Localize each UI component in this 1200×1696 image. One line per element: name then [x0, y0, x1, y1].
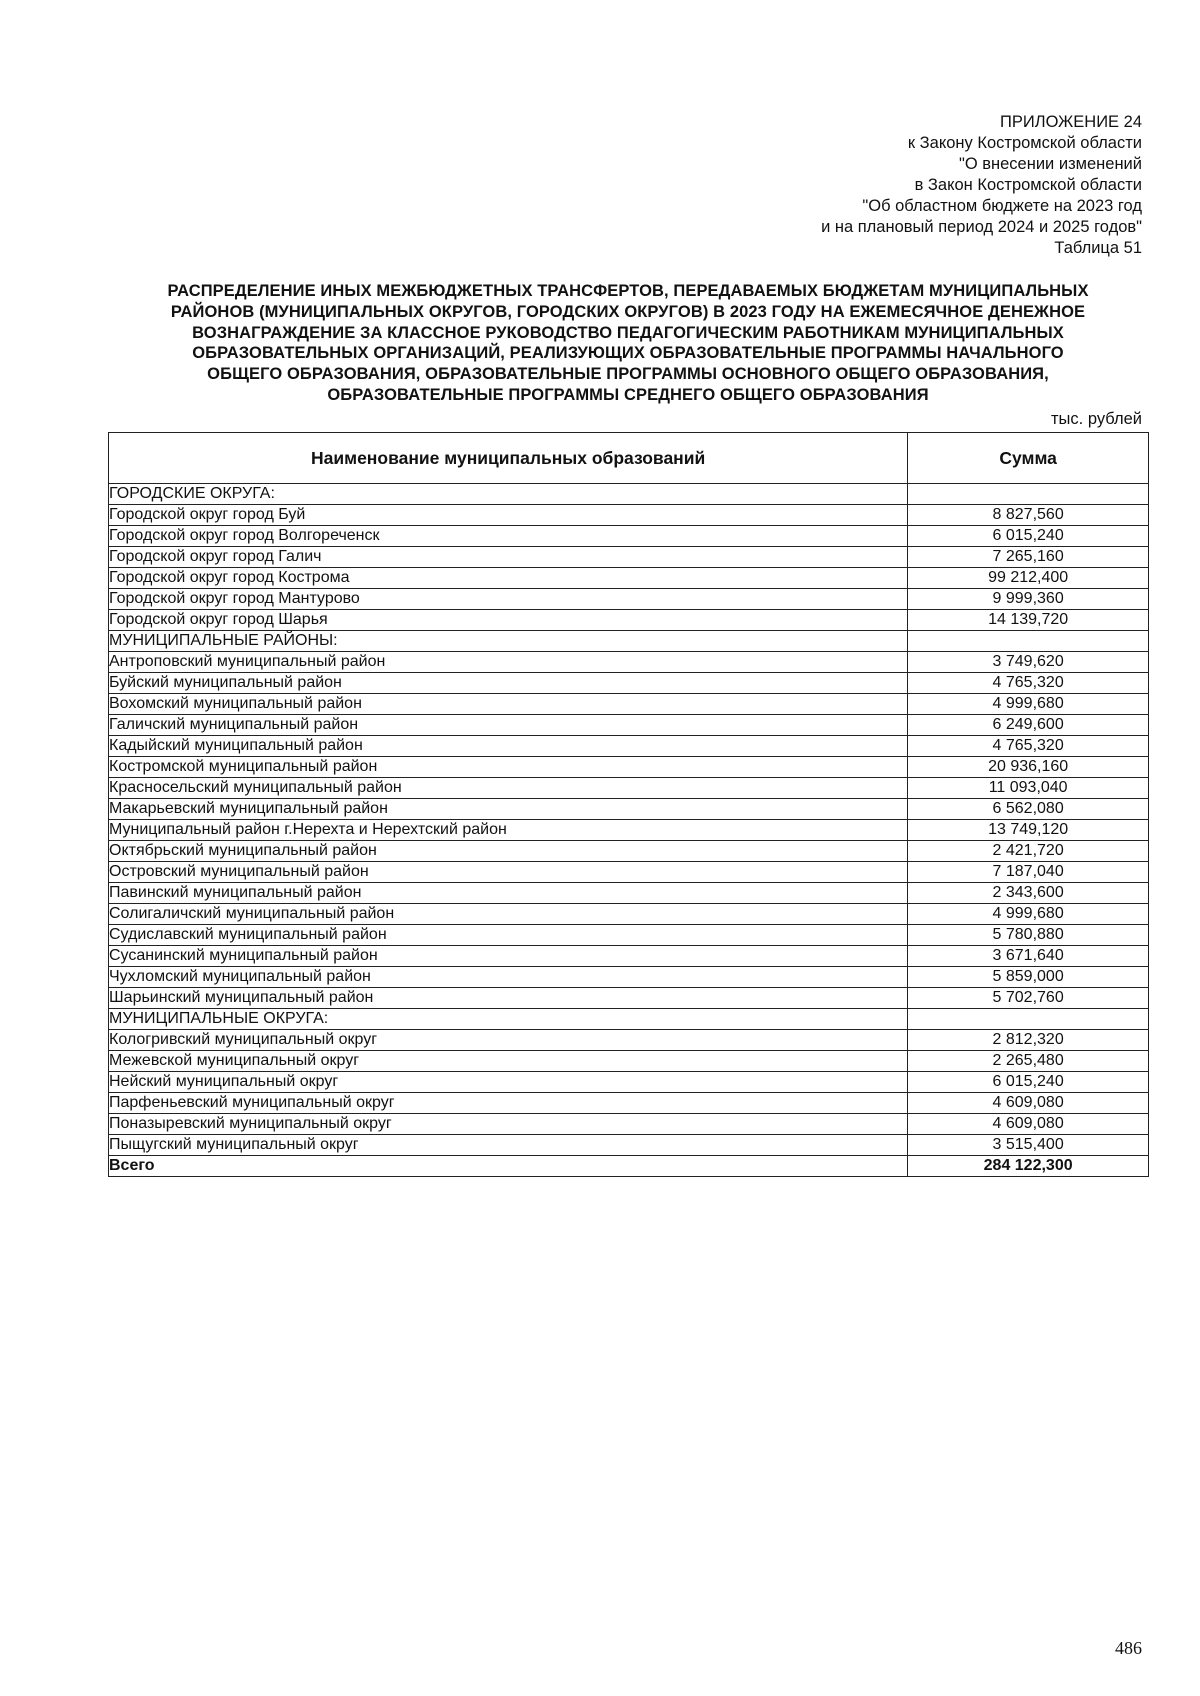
municipality-name: Вохомский муниципальный район [109, 694, 908, 715]
table-body [109, 484, 1149, 1156]
table-row [109, 736, 1149, 757]
municipality-name: Поназыревский муниципальный округ [109, 1114, 908, 1135]
appendix-law-title-line: "Об областном бюджете на 2023 год [862, 197, 1142, 215]
units-label: тыс. рублей [1051, 410, 1142, 428]
municipality-name: Шарьинский муниципальный район [109, 988, 908, 1009]
municipality-name: Межевской муниципальный округ [109, 1051, 908, 1072]
table-row [109, 1093, 1149, 1114]
amount-value [908, 484, 1149, 505]
municipality-name: Солигаличский муниципальный район [109, 904, 908, 925]
amount-value: 20 936,160 [908, 757, 1149, 778]
table-row [109, 1030, 1149, 1051]
table-row [109, 673, 1149, 694]
distribution-table [108, 432, 1149, 1177]
amount-value: 13 749,120 [908, 820, 1149, 841]
amount-value: 7 187,040 [908, 862, 1149, 883]
table-number: Таблица 51 [1054, 239, 1142, 257]
table-row [109, 1114, 1149, 1135]
amount-value: 6 015,240 [908, 1072, 1149, 1093]
municipality-name: Муниципальный район г.Нерехта и Нерехтский район [109, 820, 908, 841]
amount-value: 5 702,760 [908, 988, 1149, 1009]
amount-value: 6 249,600 [908, 715, 1149, 736]
municipality-name: Нейский муниципальный округ [109, 1072, 908, 1093]
appendix-law-title-line: и на плановый период 2024 и 2025 годов" [821, 218, 1142, 236]
municipality-name: Чухломский муниципальный район [109, 967, 908, 988]
amount-value: 2 265,480 [908, 1051, 1149, 1072]
municipality-name: Галичский муниципальный район [109, 715, 908, 736]
municipality-name: Городской округ город Буй [109, 505, 908, 526]
table-row [109, 526, 1149, 547]
amount-value: 4 999,680 [908, 694, 1149, 715]
table-row [109, 715, 1149, 736]
section-header-row [109, 1009, 1149, 1030]
municipality-name: Пыщугский муниципальный округ [109, 1135, 908, 1156]
municipality-name: Городской округ город Мантурово [109, 589, 908, 610]
amount-value: 2 812,320 [908, 1030, 1149, 1051]
table-row [109, 799, 1149, 820]
amount-value: 4 609,080 [908, 1114, 1149, 1135]
table-row [109, 778, 1149, 799]
table-row [109, 946, 1149, 967]
section-name: МУНИЦИПАЛЬНЫЕ РАЙОНЫ: [109, 631, 908, 652]
amount-value: 6 562,080 [908, 799, 1149, 820]
amount-value: 4 999,680 [908, 904, 1149, 925]
table-row [109, 757, 1149, 778]
table-header-row [109, 433, 1149, 484]
total-label: Всего [109, 1156, 908, 1177]
amount-value: 4 765,320 [908, 736, 1149, 757]
municipality-name: Антроповский муниципальный район [109, 652, 908, 673]
total-sum: 284 122,300 [908, 1156, 1149, 1177]
column-header-sum: Сумма [908, 433, 1149, 484]
column-header-name: Наименование муниципальных образований [109, 433, 908, 484]
document-title [108, 281, 1148, 406]
table-row [109, 589, 1149, 610]
table-row [109, 883, 1149, 904]
amount-value [908, 631, 1149, 652]
amount-value: 6 015,240 [908, 526, 1149, 547]
municipality-name: Городской округ город Шарья [109, 610, 908, 631]
municipality-name: Октябрьский муниципальный район [109, 841, 908, 862]
appendix-header [642, 112, 1142, 259]
table-row [109, 925, 1149, 946]
document-title-line: ОБЩЕГО ОБРАЗОВАНИЯ, ОБРАЗОВАТЕЛЬНЫЕ ПРОГРАММЫ ОСНОВНОГО ОБЩЕГО ОБРАЗОВАНИЯ, [207, 365, 1049, 384]
appendix-law-line: к Закону Костромской области [907, 134, 1142, 152]
amount-value: 7 265,160 [908, 547, 1149, 568]
section-header-row [109, 484, 1149, 505]
municipality-name: Буйский муниципальный район [109, 673, 908, 694]
table-row [109, 862, 1149, 883]
document-title-line: ВОЗНАГРАЖДЕНИЕ ЗА КЛАССНОЕ РУКОВОДСТВО ПЕДАГОГИЧЕСКИМ РАБОТНИКАМ МУНИЦИПАЛЬНЫХ [192, 323, 1064, 342]
amount-value: 8 827,560 [908, 505, 1149, 526]
municipality-name: Городской округ город Галич [109, 547, 908, 568]
amount-value: 5 780,880 [908, 925, 1149, 946]
municipality-name: Городской округ город Волгореченск [109, 526, 908, 547]
municipality-name: Красносельский муниципальный район [109, 778, 908, 799]
document-title-line: РАСПРЕДЕЛЕНИЕ ИНЫХ МЕЖБЮДЖЕТНЫХ ТРАНСФЕРТОВ, ПЕРЕДАВАЕМЫХ БЮДЖЕТАМ МУНИЦИПАЛЬНЫХ [167, 282, 1089, 300]
appendix-number: ПРИЛОЖЕНИЕ 24 [1000, 113, 1142, 131]
amount-value: 9 999,360 [908, 589, 1149, 610]
page-number: 486 [1115, 1638, 1142, 1658]
amount-value: 14 139,720 [908, 610, 1149, 631]
table-row [109, 694, 1149, 715]
table-row [109, 841, 1149, 862]
municipality-name: Кадыйский муниципальный район [109, 736, 908, 757]
municipality-name: Островский муниципальный район [109, 862, 908, 883]
table-row [109, 988, 1149, 1009]
section-name: ГОРОДСКИЕ ОКРУГА: [109, 484, 908, 505]
document-title-line: РАЙОНОВ (МУНИЦИПАЛЬНЫХ ОКРУГОВ, ГОРОДСКИХ ОКРУГОВ) В 2023 ГОДУ НА ЕЖЕМЕСЯЧНОЕ ДЕНЕЖНОЕ [170, 302, 1086, 321]
table-row [109, 1051, 1149, 1072]
amount-value: 2 421,720 [908, 841, 1149, 862]
document-title-line: ОБРАЗОВАТЕЛЬНЫХ ОРГАНИЗАЦИЙ, РЕАЛИЗУЮЩИХ ОБРАЗОВАТЕЛЬНЫЕ ПРОГРАММЫ НАЧАЛЬНОГО [192, 344, 1064, 363]
amount-value [908, 1009, 1149, 1030]
municipality-name: Судиславский муниципальный район [109, 925, 908, 946]
amount-value: 4 609,080 [908, 1093, 1149, 1114]
municipality-name: Костромской муниципальный район [109, 757, 908, 778]
amount-value: 99 212,400 [908, 568, 1149, 589]
amount-value: 3 671,640 [908, 946, 1149, 967]
municipality-name: Городской округ город Кострома [109, 568, 908, 589]
amount-value: 3 515,400 [908, 1135, 1149, 1156]
table-row [109, 505, 1149, 526]
amount-value: 2 343,600 [908, 883, 1149, 904]
table-row [109, 652, 1149, 673]
amount-value: 4 765,320 [908, 673, 1149, 694]
table-row [109, 1072, 1149, 1093]
municipality-name: Макарьевский муниципальный район [109, 799, 908, 820]
amount-value: 5 859,000 [908, 967, 1149, 988]
section-header-row [109, 631, 1149, 652]
municipality-name: Сусанинский муниципальный район [109, 946, 908, 967]
total-row [109, 1156, 1149, 1177]
municipality-name: Кологривский муниципальный округ [109, 1030, 908, 1051]
table-row [109, 610, 1149, 631]
table-row [109, 904, 1149, 925]
table-row [109, 967, 1149, 988]
table-row [109, 547, 1149, 568]
section-name: МУНИЦИПАЛЬНЫЕ ОКРУГА: [109, 1009, 908, 1030]
table-row [109, 1135, 1149, 1156]
table-row [109, 568, 1149, 589]
municipality-name: Парфеньевский муниципальный округ [109, 1093, 908, 1114]
amount-value: 3 749,620 [908, 652, 1149, 673]
appendix-law-title-line: "О внесении изменений [958, 155, 1142, 173]
municipality-name: Павинский муниципальный район [109, 883, 908, 904]
appendix-law-title-line: в Закон Костромской области [914, 176, 1142, 194]
amount-value: 11 093,040 [908, 778, 1149, 799]
document-title-line: ОБРАЗОВАТЕЛЬНЫЕ ПРОГРАММЫ СРЕДНЕГО ОБЩЕГО ОБРАЗОВАНИЯ [327, 385, 929, 404]
table-row [109, 820, 1149, 841]
